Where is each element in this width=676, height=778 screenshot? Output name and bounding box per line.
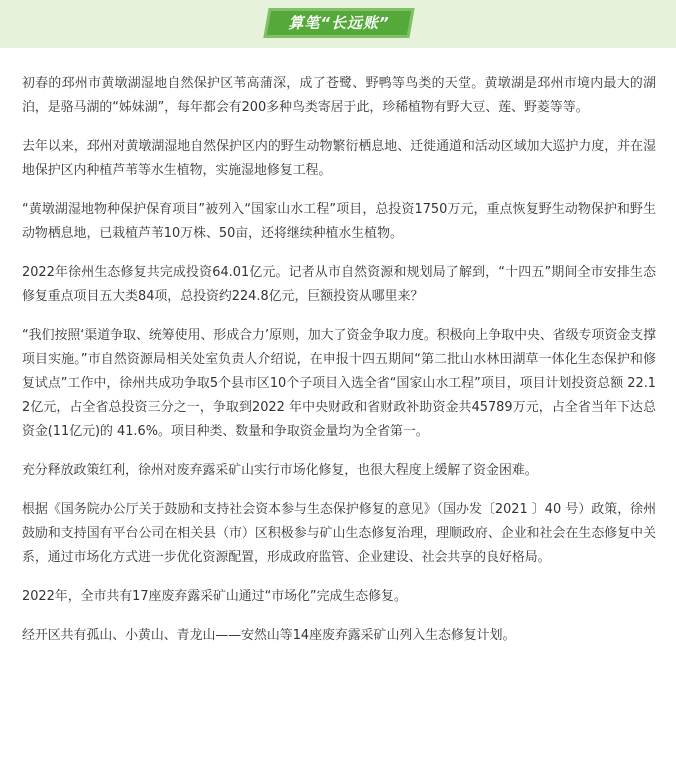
paragraph-7: 根据《国务院办公厅关于鼓励和支持社会资本参与生态保护修复的意见》（国办发〔2021 〕40 号）政策，徐州鼓励和支持国有平台公司在相关县（市）区积极参与矿山生态修复治理，理顺政府、企业和社会在生态修复中关系，通过市场化方式进一步优化资源配置，形成政府监管、企业建设、社会共享的良好格局。	[22, 502, 656, 565]
paragraph-1: 初春的邳州市黄墩湖湿地自然保护区苇高蒲深，成了苍鹭、野鸭等鸟类的天堂。黄墩湖是邳州市境内最大的湖泊，是骆马湖的“姊妹湖”，每年都会有200多种鸟类寄居于此，珍稀植物有野大豆、莲、野菱等等。	[22, 76, 656, 115]
paragraph-6: 充分释放政策红利，徐州对废弃露采矿山实行市场化修复，也很大程度上缓解了资金困难。	[22, 463, 538, 478]
paragraph-5: “我们按照‘渠道争取、统筹使用、形成合力’原则，加大了资金争取力度。积极向上争取中央、省级专项资金支撑项目实施。”市自然资源局相关处室负责人介绍说，在申报十四五期间“第二批山水林田湖草一体化生态保护和修复试点”工作中，徐州共成功争取5个县市区10个子项目入选全省“国家山水工程”项目，项目计划投资总额 22.12亿元，占全省总投资三分之一，争取到2022 年中央财政和省财政补助资金共45789万元，占全省当年下达总资金(11亿元)的 41.6%。项目种类、数量和争取资金量均为全省第一。	[22, 328, 656, 439]
paragraph-2: 去年以来，邳州对黄墩湖湿地自然保护区内的野生动物繁衍栖息地、迁徙通道和活动区域加大巡护力度，并在湿地保护区内种植芦苇等水生植物，实施湿地修复工程。	[22, 139, 656, 178]
paragraph-9: 经开区共有孤山、小黄山、青龙山——安然山等14座废弃露采矿山列入生态修复计划。	[22, 628, 516, 643]
paragraph-3: “黄墩湖湿地物种保护保育项目”被列入“国家山水工程”项目，总投资1750万元，重点恢复野生动物保护和野生动物栖息地，已栽植芦苇10万株、50亩，还将继续种植水生植物。	[22, 202, 656, 241]
paragraph-4: 2022年徐州生态修复共完成投资64.01亿元。记者从市自然资源和规划局了解到，“十四五”期间全市安排生态修复重点项目五大类84项，总投资约224.8亿元，巨额投资从哪里来？	[22, 265, 656, 304]
paragraph-8: 2022年，全市共有17座废弃露采矿山通过“市场化”完成生态修复。	[22, 589, 407, 604]
section-title: 算笔“长远账”	[288, 14, 390, 32]
article-body	[22, 72, 656, 663]
